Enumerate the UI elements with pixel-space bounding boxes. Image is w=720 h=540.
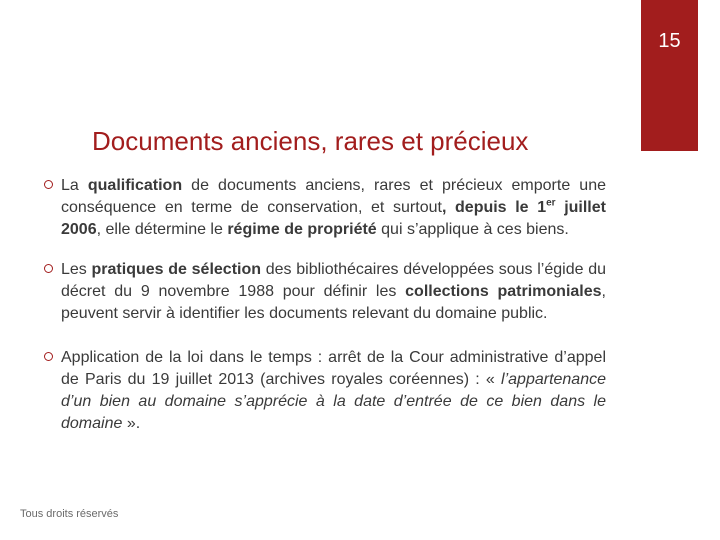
- bullet-run: collections patrimoniales: [405, 283, 602, 300]
- bullet-run: , elle détermine le: [96, 221, 228, 238]
- bullet-run: qui s’applique à ces biens.: [376, 221, 569, 238]
- bullet-run: La: [61, 177, 88, 194]
- bullet-run: régime de propriété: [227, 221, 377, 238]
- bullet-run: l’appartenance d’un bien au domaine s’apprécie à la date d’entrée de ce bien dans le domaine: [61, 371, 606, 432]
- bullet-run: pratiques de sélection: [91, 261, 262, 278]
- circle-bullet-icon: [44, 180, 53, 189]
- bullet-run: Application de la loi dans le temps : arrêt de la Cour administrative d’appel de Paris du 19 juillet 2013 (archives royales coréennes) : «: [61, 349, 606, 388]
- slide-title: Documents anciens, rares et précieux: [92, 126, 529, 156]
- bullet-text: [61, 177, 606, 238]
- bullet-run: er: [546, 197, 556, 209]
- bullet-item: [44, 175, 606, 241]
- bullet-text: [61, 349, 606, 432]
- page-number-box: [641, 0, 698, 151]
- circle-bullet-icon: [44, 352, 53, 361]
- bullet-text: [61, 261, 606, 322]
- bullet-item: [44, 347, 606, 435]
- bullet-run: Les: [61, 261, 92, 278]
- bullet-run: juillet 2006: [61, 199, 606, 238]
- bullet-run: qualification: [87, 177, 183, 194]
- bullet-run: , peuvent servir à identifier les documents relevant du domaine public.: [61, 283, 606, 322]
- bullet-run: , depuis le 1: [441, 199, 547, 216]
- bullet-run: des bibliothécaires développées sous l’égide du décret du 9 novembre 1988 pour définir les: [61, 261, 607, 300]
- bullet-run: ».: [122, 415, 141, 432]
- page-number: 15: [658, 30, 681, 52]
- bullet-item: [44, 259, 606, 325]
- footer-copyright: Tous droits réservés: [20, 508, 119, 520]
- bullet-list: [44, 175, 606, 435]
- bullet-run: de documents anciens, rares et précieux emporte une conséquence en terme de conservation, et surtout: [61, 177, 606, 216]
- circle-bullet-icon: [44, 264, 53, 273]
